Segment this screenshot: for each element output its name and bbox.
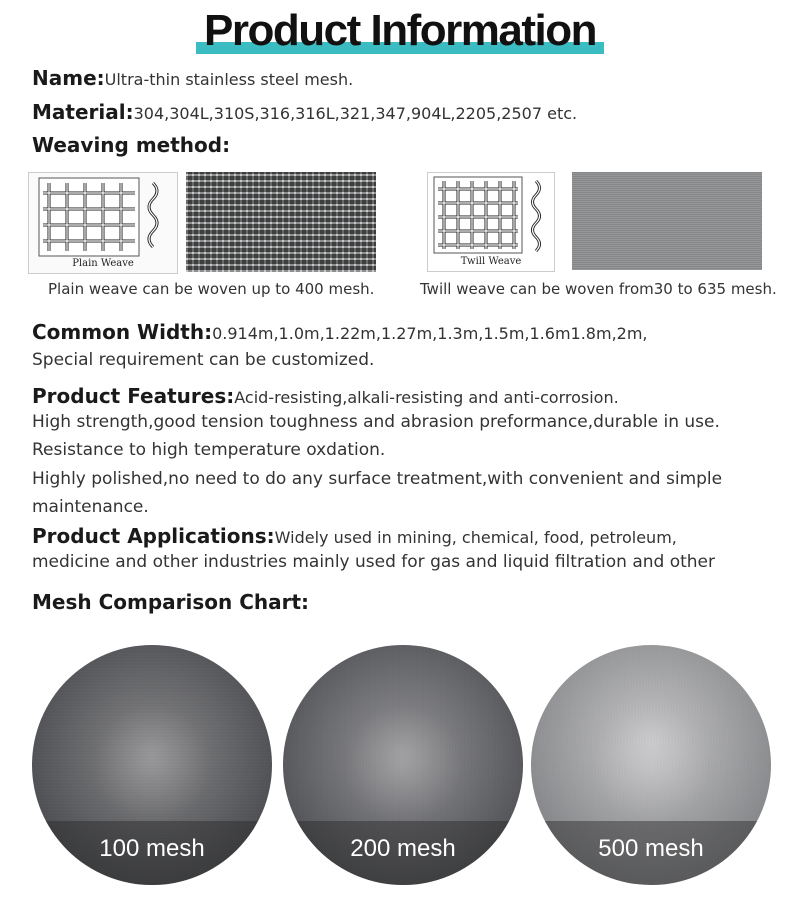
twill-weave-diagram: [427, 172, 555, 272]
weaving-row: [32, 133, 230, 157]
applications-value: Widely used in mining, chemical, food, petroleum,: [274, 528, 677, 547]
applications-label: Product Applications:: [32, 524, 275, 548]
material-value: 304,304L,310S,316,316L,321,347,904L,2205,2507 etc.: [133, 104, 578, 123]
plain-weave-diagram-label: Plain Weave: [72, 258, 134, 269]
twill-weave-diagram-label: Twill Weave: [460, 256, 522, 267]
mesh-500-sample: [531, 645, 771, 885]
applications-line-2: medicine and other industries mainly used for gas and liquid filtration and other: [32, 552, 715, 572]
mesh-500-sheen: [591, 705, 711, 825]
comparison-label: Mesh Comparison Chart:: [32, 590, 310, 614]
features-line-5: maintenance.: [32, 497, 149, 517]
name-label: Name:: [32, 66, 105, 90]
features-line-2: High strength,good tension toughness and abrasion preformance,durable in use.: [32, 412, 720, 432]
material-row: [32, 100, 577, 124]
twill-weave-photo: [572, 172, 762, 270]
weaving-label: Weaving method:: [32, 133, 231, 157]
features-line-3: Resistance to high temperature oxdation.: [32, 440, 386, 460]
width-row: [32, 320, 648, 344]
mesh-500-label: 500 mesh: [531, 821, 771, 885]
comparison-row: [32, 590, 309, 614]
mesh-100-sample: [32, 645, 272, 885]
mesh-200-label: 200 mesh: [283, 821, 523, 885]
features-label: Product Features:: [32, 384, 235, 408]
mesh-100-sheen: [92, 705, 212, 825]
mesh-100-label: 100 mesh: [32, 821, 272, 885]
plain-weave-caption: Plain weave can be woven up to 400 mesh.: [48, 280, 375, 298]
width-label: Common Width:: [32, 320, 213, 344]
applications-row: [32, 524, 677, 548]
features-value: Acid-resisting,alkali-resisting and anti-corrosion.: [234, 388, 619, 407]
width-value: 0.914m,1.0m,1.22m,1.27m,1.3m,1.5m,1.6m1.8m,2m,: [212, 324, 648, 343]
mesh-200-sample: [283, 645, 523, 885]
twill-weave-caption: Twill weave can be woven from30 to 635 mesh.: [420, 280, 777, 298]
mesh-200-sheen: [343, 705, 463, 825]
name-row: [32, 66, 353, 90]
plain-weave-diagram: [28, 172, 178, 274]
width-note: Special requirement can be customized.: [32, 350, 375, 370]
name-value: Ultra-thin stainless steel mesh.: [104, 70, 354, 89]
features-row: [32, 384, 619, 408]
material-label: Material:: [32, 100, 134, 124]
page-title: Product Information: [204, 6, 596, 55]
plain-weave-photo: [186, 172, 376, 272]
features-line-4: Highly polished,no need to do any surface treatment,with convenient and simple: [32, 469, 723, 489]
